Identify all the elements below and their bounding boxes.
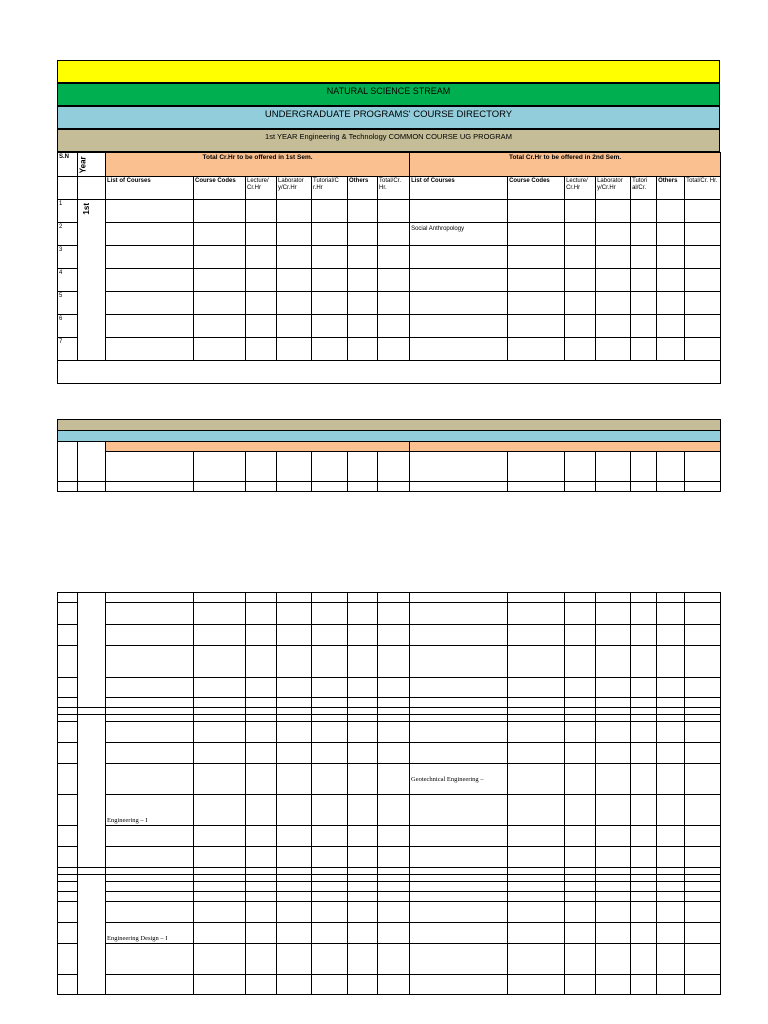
table-row <box>58 292 721 315</box>
year-value-text: 1st <box>81 203 91 215</box>
row-number: 1 <box>58 200 78 223</box>
sem2-course-cell: Social Anthropology <box>410 223 508 246</box>
engineering-i-cell: Engineering – I <box>106 795 194 826</box>
table-row <box>58 338 721 361</box>
sem2-col-tutorial: Tutori al/Cr. <box>631 177 657 200</box>
sem2-col-others: Others <box>657 177 685 200</box>
engineering-design-cell: Engineering Design – I <box>106 923 194 944</box>
sem2-col-lab: Laborator y/Cr.Hr <box>596 177 631 200</box>
row-number: 4 <box>58 269 78 292</box>
row-number: 5 <box>58 292 78 315</box>
sem1-col-tutorial: Tutorial/C r.Hr <box>312 177 348 200</box>
row-number: 6 <box>58 315 78 338</box>
table-row <box>58 269 721 292</box>
year-value-cell <box>78 200 106 361</box>
directory-title <box>57 106 720 129</box>
sem1-col-courses: List of Courses <box>106 177 194 200</box>
geotech-course-cell: Geotechnical Engineering – <box>410 764 508 795</box>
year-header <box>78 153 106 177</box>
stream-title-text: NATURAL SCIENCE STREAM <box>326 86 451 96</box>
table-row <box>58 223 721 246</box>
year-header-text: Year <box>78 156 88 174</box>
row-number: 7 <box>58 338 78 361</box>
course-table <box>57 152 721 384</box>
sem2-col-codes: Course Codes <box>508 177 565 200</box>
sem1-header: Total Cr.Hr to be offered in 1st Sem. <box>106 153 410 177</box>
row-number: 3 <box>58 246 78 269</box>
table-footer-row <box>58 361 721 384</box>
second-table <box>57 419 721 492</box>
program-title <box>57 129 720 152</box>
sem1-col-others: Others <box>348 177 378 200</box>
sem2-col-courses: List of Courses <box>410 177 508 200</box>
table-row <box>58 200 721 223</box>
sem1-col-lecture: Lecture/ Cr.Hr <box>246 177 277 200</box>
sem2-header: Total Cr.Hr to be offered in 2nd Sem. <box>410 153 721 177</box>
stream-title <box>57 83 720 106</box>
sem1-col-lab: Laborator y/Cr.Hr <box>277 177 312 200</box>
directory-title-text: UNDERGRADUATE PROGRAMS' COURSE DIRECTORY <box>264 109 513 120</box>
sem2-col-lecture: Lecture/ Cr.Hr <box>565 177 596 200</box>
sem1-col-total: Total/Cr. Hr. <box>378 177 410 200</box>
lower-table <box>57 592 721 995</box>
yellow-band <box>57 60 720 83</box>
row-number: 2 <box>58 223 78 246</box>
table-row <box>58 315 721 338</box>
sem1-col-codes: Course Codes <box>194 177 246 200</box>
sem2-col-total: Total/Cr. Hr. <box>685 177 721 200</box>
table-row <box>58 246 721 269</box>
program-title-text: 1st YEAR Engineering & Technology COMMON COURSE UG PROGRAM <box>265 132 512 141</box>
sn-header: S.N <box>58 153 78 177</box>
